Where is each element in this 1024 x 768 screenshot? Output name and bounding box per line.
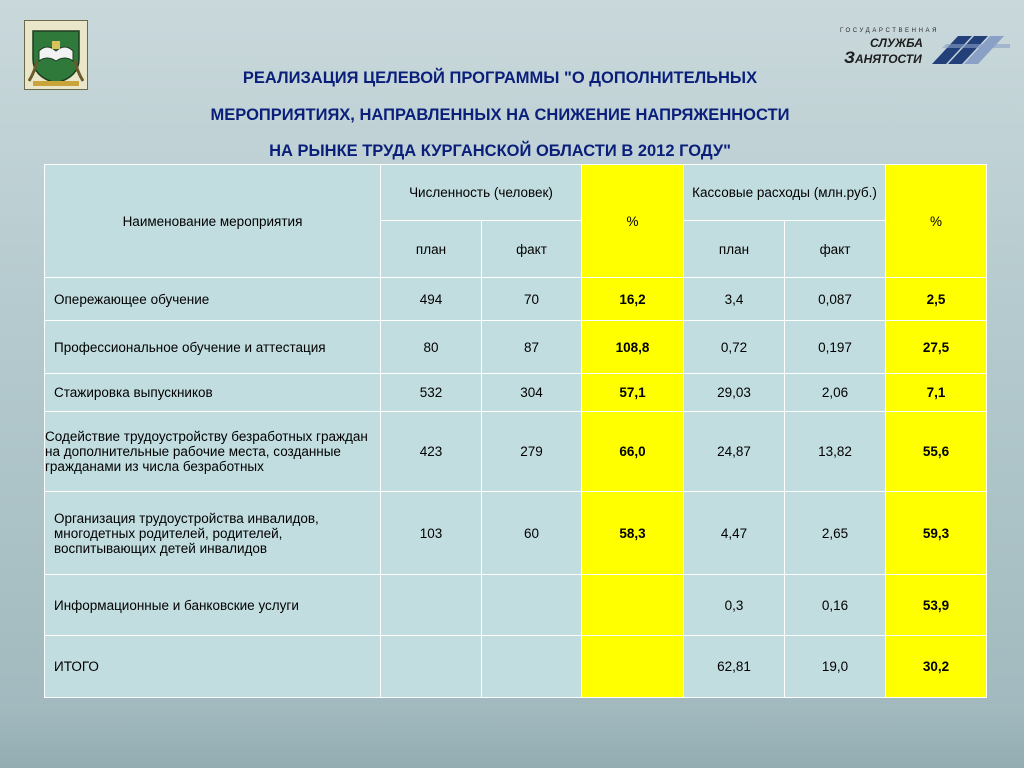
row-plan-cash: 0,72: [684, 321, 785, 374]
row-activity-name: Стажировка выпускников: [45, 374, 381, 412]
row-activity-name: Информационные и банковские услуги: [45, 575, 381, 636]
row-percent-cash: 7,1: [886, 374, 987, 412]
row-percent-count: 58,3: [582, 492, 684, 575]
table-row: [45, 374, 987, 412]
row-activity-name: Содействие трудоустройству безработных граждан на дополнительные рабочие места, созданные гражданами из числа безработных: [45, 412, 381, 492]
logo-line1-text: СЛУЖБА: [870, 36, 923, 50]
table-row: [45, 278, 987, 321]
row-plan-count: [381, 575, 482, 636]
row-plan-count: 103: [381, 492, 482, 575]
header-plan-count: план: [381, 221, 482, 278]
row-percent-count: 16,2: [582, 278, 684, 321]
header-row-1: [45, 165, 987, 221]
table-row: [45, 412, 987, 492]
row-percent-cash: 30,2: [886, 636, 987, 698]
row-plan-cash: 0,3: [684, 575, 785, 636]
header-fact-cash: факт: [785, 221, 886, 278]
logo-line2-rest: АНЯТОСТИ: [854, 52, 922, 66]
row-plan-cash: 3,4: [684, 278, 785, 321]
row-percent-cash: 27,5: [886, 321, 987, 374]
region-coat-of-arms-logo: [24, 20, 88, 90]
row-plan-count: 532: [381, 374, 482, 412]
row-percent-cash: 55,6: [886, 412, 987, 492]
header-percent-cash: %: [886, 165, 987, 278]
table-row: [45, 492, 987, 575]
row-percent-count: [582, 575, 684, 636]
row-plan-cash: 62,81: [684, 636, 785, 698]
row-fact-cash: 0,197: [785, 321, 886, 374]
row-plan-count: [381, 636, 482, 698]
program-results-table: [44, 164, 987, 698]
logo-stripes-icon: [932, 30, 1010, 66]
row-fact-cash: 13,82: [785, 412, 886, 492]
row-fact-count: [482, 636, 582, 698]
header-count-group: Численность (человек): [381, 165, 582, 221]
row-fact-cash: 2,06: [785, 374, 886, 412]
page-title: [120, 60, 880, 170]
row-plan-count: 423: [381, 412, 482, 492]
row-activity-name: Профессиональное обучение и аттестация: [45, 321, 381, 374]
row-activity-name: Опережающее обучение: [45, 278, 381, 321]
header-activity-name: Наименование мероприятия: [45, 165, 381, 278]
row-plan-cash: 24,87: [684, 412, 785, 492]
bottom-decorative-band: [0, 708, 1024, 768]
row-plan-cash: 29,03: [684, 374, 785, 412]
header-plan-cash: план: [684, 221, 785, 278]
logo-top-text: ГОСУДАРСТВЕННАЯ: [840, 28, 940, 34]
row-fact-cash: 0,087: [785, 278, 886, 321]
row-percent-count: 108,8: [582, 321, 684, 374]
row-percent-count: 57,1: [582, 374, 684, 412]
row-percent-count: 66,0: [582, 412, 684, 492]
table-row: [45, 575, 987, 636]
row-fact-cash: 2,65: [785, 492, 886, 575]
row-fact-cash: 19,0: [785, 636, 886, 698]
row-percent-count: [582, 636, 684, 698]
header-percent-count: %: [582, 165, 684, 278]
row-activity-name: Организация трудоустройства инвалидов, многодетных родителей, родителей, воспитывающих детей инвалидов: [45, 492, 381, 575]
row-fact-count: 304: [482, 374, 582, 412]
row-fact-count: 279: [482, 412, 582, 492]
row-percent-cash: 53,9: [886, 575, 987, 636]
title-line-3: НА РЫНКЕ ТРУДА КУРГАНСКОЙ ОБЛАСТИ В 2012 ГОДУ": [269, 142, 731, 160]
row-fact-cash: 0,16: [785, 575, 886, 636]
row-plan-count: 80: [381, 321, 482, 374]
title-line-2: МЕРОПРИЯТИЯХ, НАПРАВЛЕННЫХ НА СНИЖЕНИЕ НАПРЯЖЕННОСТИ: [210, 105, 790, 124]
logo-line2-initial: З: [844, 48, 855, 67]
row-fact-count: [482, 575, 582, 636]
table-row-total: [45, 636, 987, 698]
row-fact-count: 70: [482, 278, 582, 321]
row-plan-cash: 4,47: [684, 492, 785, 575]
row-percent-cash: 59,3: [886, 492, 987, 575]
row-fact-count: 60: [482, 492, 582, 575]
row-percent-cash: 2,5: [886, 278, 987, 321]
row-fact-count: 87: [482, 321, 582, 374]
table-row: [45, 321, 987, 374]
header-cash-group: Кассовые расходы (млн.руб.): [684, 165, 886, 221]
title-line-1: РЕАЛИЗАЦИЯ ЦЕЛЕВОЙ ПРОГРАММЫ "О ДОПОЛНИТЕЛЬНЫХ: [242, 69, 758, 87]
row-activity-name: ИТОГО: [45, 636, 381, 698]
row-plan-count: 494: [381, 278, 482, 321]
header-fact-count: факт: [482, 221, 582, 278]
